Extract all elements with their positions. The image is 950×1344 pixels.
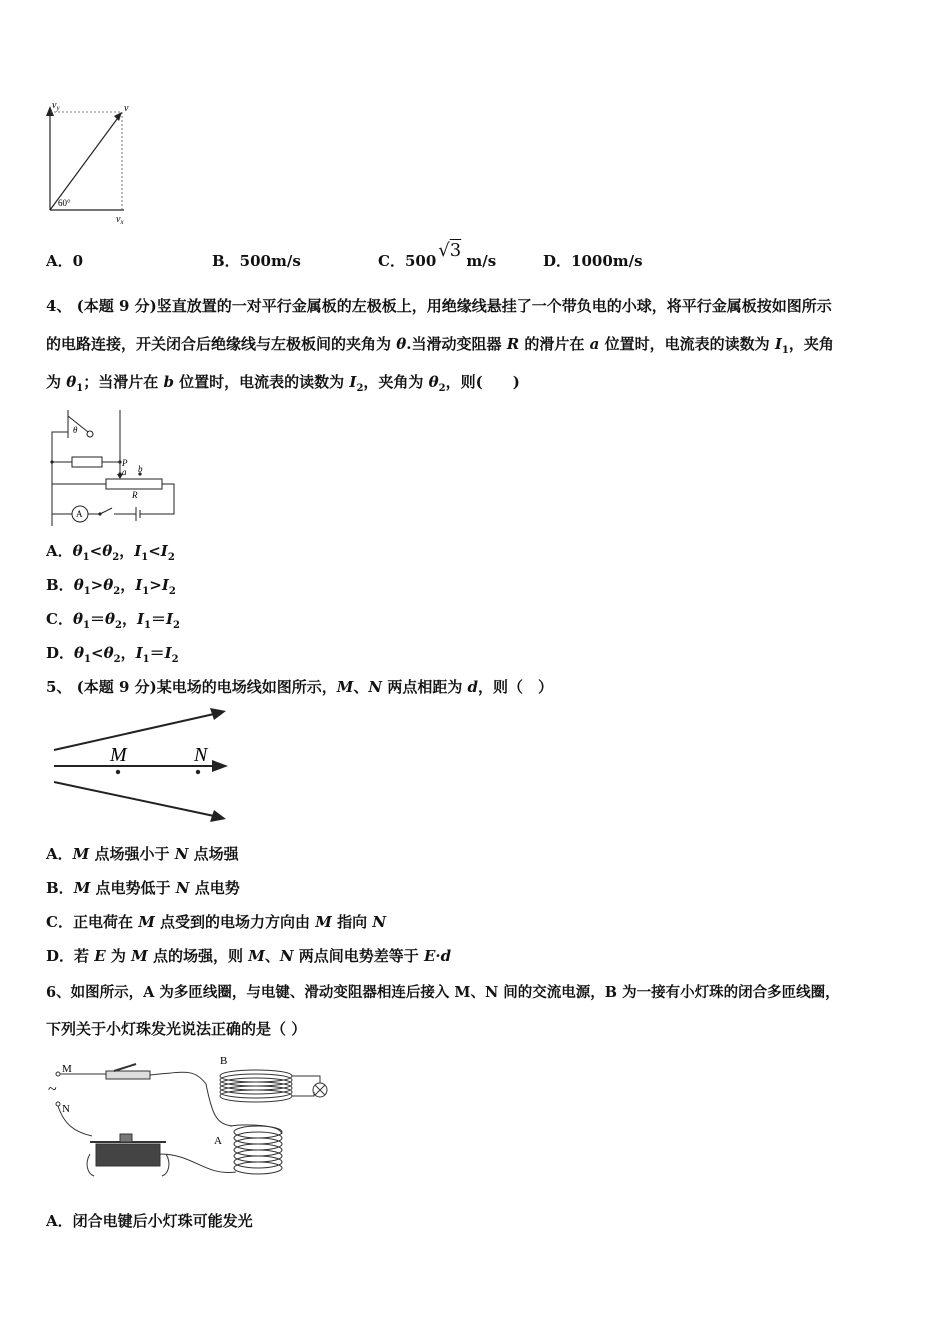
- q4-stem-line1: 4、 (本题 9 分)竖直放置的一对平行金属板的左极板上，用绝缘线悬挂了一个带负电的小球，将平行金属板按如图所示: [46, 297, 832, 315]
- q3-option-d[interactable]: D．1000m/s: [543, 252, 643, 270]
- q4-option-a[interactable]: A．$\theta_1<\theta_2$，$I_1<I_2$: [46, 542, 175, 563]
- theta-label: θ: [73, 425, 78, 435]
- q5-option-c[interactable]: C．正电荷在 M 点受到的电场力方向由 M 指向 N: [46, 913, 387, 931]
- p-label: P: [122, 458, 128, 468]
- label-a: A: [214, 1135, 222, 1147]
- v-arrowhead: [114, 112, 122, 121]
- q3-option-c[interactable]: [378, 240, 497, 271]
- label-b: B: [220, 1055, 228, 1067]
- q4-stem-line3: 为 $\theta_1$；当滑片在 b 位置时，电流表的读数为 $I_2$，夹角为 $\theta_2$，则( ): [46, 373, 520, 394]
- fixed-resistor: [72, 457, 102, 467]
- sqrt-radicand: 3: [449, 240, 462, 261]
- field-line-middle-arrow: [212, 760, 228, 772]
- point-m: [116, 770, 120, 774]
- q6-stem-line2: 下列关于小灯珠发光说法正确的是（ ）: [46, 1020, 307, 1038]
- v-label: v: [124, 103, 129, 114]
- q4-option-c[interactable]: C．$\theta_1=\theta_2$，$I_1=I_2$: [46, 610, 180, 631]
- q3-option-b[interactable]: B．500m/s: [212, 252, 301, 270]
- q4-circuit-diagram: [44, 402, 184, 526]
- ammeter-label: A: [76, 509, 83, 519]
- q5-option-d[interactable]: D．若 E 为 M 点的场强，则 M、N 两点间电势差等于 E·d: [46, 947, 452, 965]
- knife-switch-base: [106, 1071, 150, 1079]
- q5-stem: 5、 (本题 9 分)某电场的电场线如图所示，M、N 两点相距为 d，则（ ）: [46, 678, 554, 696]
- q5-field-lines: [46, 706, 232, 824]
- q6-stem-line1: 6、如图所示，A 为多匝线圈，与电键、滑动变阻器相连后接入 M、N 间的交流电源，B 为一接有小灯珠的闭合多匝线圈，: [46, 984, 840, 1001]
- vy-label: $v_y$: [52, 100, 60, 112]
- coil-a-windings: [234, 1126, 282, 1174]
- q3-option-c-prefix: C．500: [378, 252, 437, 270]
- r-label: R: [132, 490, 138, 500]
- m-label: M: [110, 744, 127, 766]
- terminal-n: [56, 1102, 60, 1106]
- rheostat-body: [96, 1144, 160, 1166]
- rheostat: [106, 479, 162, 489]
- q6-option-a[interactable]: A．闭合电键后小灯珠可能发光: [46, 1212, 253, 1230]
- charged-ball: [87, 431, 93, 437]
- point-n: [196, 770, 200, 774]
- q5-option-b[interactable]: B．M 点电势低于 N 点电势: [46, 879, 240, 897]
- v-vector: [50, 115, 120, 210]
- q4-option-d[interactable]: D．$\theta_1<\theta_2$，$I_1=I_2$: [46, 644, 179, 665]
- terminal-m: [56, 1072, 60, 1076]
- label-m: M: [62, 1063, 72, 1075]
- angle-label: 60°: [58, 198, 71, 208]
- ac-symbol: ~: [48, 1081, 57, 1098]
- field-line-top: [54, 714, 214, 750]
- sqrt-sign: √3: [438, 240, 462, 261]
- suspension-thread: [68, 416, 88, 432]
- b-label: b: [138, 464, 143, 474]
- field-line-bottom-arrow: [210, 810, 226, 822]
- q3-option-c-unit: m/s: [466, 252, 497, 270]
- knife-switch-blade: [114, 1064, 136, 1071]
- field-line-top-arrow: [210, 708, 226, 720]
- label-n: N: [62, 1103, 70, 1115]
- q4-stem-line2: 的电路连接，开关闭合后绝缘线与左极板间的夹角为 θ.当滑动变阻器 R 的滑片在 a 位置时，电流表的读数为 $I_1$，夹角: [46, 335, 834, 356]
- rheostat-slider: [120, 1134, 132, 1142]
- switch: [100, 508, 112, 514]
- a-label: a: [122, 467, 127, 477]
- vx-label: $v_x$: [116, 214, 124, 226]
- q4-option-b[interactable]: B．$\theta_1>\theta_2$，$I_1>I_2$: [46, 576, 176, 597]
- q5-option-a[interactable]: A．M 点场强小于 N 点场强: [46, 845, 239, 863]
- q3-option-a[interactable]: A．0: [46, 252, 84, 270]
- coil-b: [220, 1070, 327, 1102]
- q6-coil-apparatus: [44, 1054, 344, 1186]
- velocity-diagram: [40, 98, 150, 226]
- n-label: N: [194, 744, 208, 766]
- field-line-bottom: [54, 782, 214, 816]
